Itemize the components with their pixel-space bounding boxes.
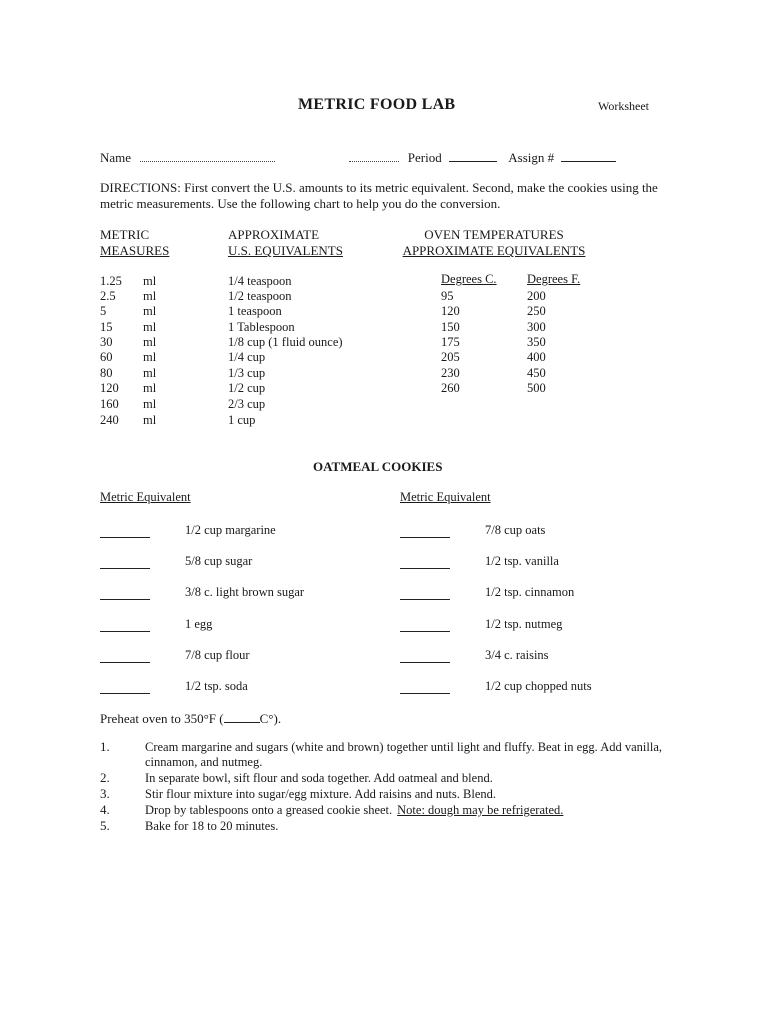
directions-text: DIRECTIONS: First convert the U.S. amounts to its metric equivalent. Second, make the cookies using the metric measurements. Use the following chart to help you do the conversion. bbox=[100, 180, 658, 211]
step-number: 5. bbox=[100, 818, 110, 833]
name-label: Name bbox=[100, 150, 132, 165]
degrees-f-header: Degrees F. bbox=[527, 272, 581, 286]
us-equivalent: 1/8 cup (1 fluid ounce) bbox=[228, 335, 343, 349]
step-number: 1. bbox=[100, 739, 110, 754]
preheat-line bbox=[100, 711, 281, 725]
assign-label: Assign # bbox=[508, 150, 555, 165]
us-equivalent: 1 cup bbox=[228, 413, 256, 427]
page-title: METRIC FOOD LAB bbox=[298, 96, 456, 113]
ingredient: 1/2 tsp. soda bbox=[185, 679, 248, 693]
right-metric-header: Metric Equivalent bbox=[400, 490, 491, 504]
step-text: Bake for 18 to 20 minutes. bbox=[145, 819, 279, 833]
metric-header bbox=[100, 227, 169, 259]
metric-value: 30 bbox=[100, 335, 113, 349]
metric-value: 80 bbox=[100, 366, 113, 380]
recipe-title: OATMEAL COOKIES bbox=[313, 459, 443, 474]
degrees-f-value: 200 bbox=[527, 289, 546, 303]
oven-header-line1: OVEN TEMPERATURES bbox=[424, 227, 564, 242]
metric-unit: ml bbox=[143, 413, 157, 427]
metric-unit: ml bbox=[143, 397, 157, 411]
step-number: 2. bbox=[100, 770, 110, 785]
name-line bbox=[100, 150, 616, 164]
metric-unit: ml bbox=[143, 350, 157, 364]
metric-answer-blank[interactable] bbox=[400, 651, 450, 663]
ingredient: 1/2 cup margarine bbox=[185, 523, 276, 537]
metric-row bbox=[100, 336, 343, 349]
oven-row bbox=[441, 305, 546, 318]
degrees-f-value: 250 bbox=[527, 304, 546, 319]
metric-value: 5 bbox=[100, 304, 107, 318]
left-metric-header: Metric Equivalent bbox=[100, 490, 191, 504]
metric-value: 2.5 bbox=[100, 289, 116, 303]
metric-row bbox=[100, 382, 265, 395]
us-equivalent: 2/3 cup bbox=[228, 397, 266, 411]
ingredient: 7/8 cup flour bbox=[185, 647, 250, 662]
ingredient: 1/2 tsp. nutmeg bbox=[485, 616, 563, 631]
metric-header-line2: MEASURES bbox=[100, 243, 170, 258]
metric-row bbox=[100, 414, 255, 427]
step-text-main: Drop by tablespoons onto a greased cookie sheet. bbox=[145, 803, 393, 817]
assign-field[interactable] bbox=[561, 150, 616, 162]
us-header bbox=[228, 227, 343, 259]
step-text: Cream margarine and sugars (white and brown) together until light and fluffy. Beat in egg. Add vanilla, cinnamon, and nutmeg. bbox=[145, 740, 662, 769]
metric-answer-blank[interactable] bbox=[400, 682, 450, 694]
metric-unit: ml bbox=[143, 289, 157, 303]
metric-value: 60 bbox=[100, 350, 113, 364]
degrees-f-value: 500 bbox=[527, 380, 546, 395]
metric-unit: ml bbox=[143, 335, 157, 349]
metric-value: 160 bbox=[100, 397, 119, 411]
preheat-unit: C°). bbox=[259, 711, 282, 726]
metric-unit: ml bbox=[143, 274, 157, 288]
us-equivalent: 1/4 cup bbox=[228, 350, 266, 364]
oven-header bbox=[400, 227, 588, 259]
name-field-extra[interactable] bbox=[349, 150, 399, 162]
metric-row bbox=[100, 290, 292, 303]
step-number: 3. bbox=[100, 786, 110, 801]
ingredient: 5/8 cup sugar bbox=[185, 554, 253, 569]
period-label: Period bbox=[407, 150, 442, 165]
metric-row bbox=[100, 398, 265, 411]
oven-row bbox=[441, 382, 546, 395]
metric-unit: ml bbox=[143, 304, 157, 318]
metric-value: 1.25 bbox=[100, 274, 122, 288]
worksheet-label: Worksheet bbox=[598, 99, 650, 113]
metric-value: 120 bbox=[100, 381, 119, 395]
ingredient: 1/2 cup chopped nuts bbox=[485, 679, 592, 693]
oven-row bbox=[441, 321, 546, 334]
degrees-c-value: 260 bbox=[441, 380, 460, 395]
preheat-text: Preheat oven to 350°F ( bbox=[100, 711, 224, 726]
ingredient: 1/2 tsp. cinnamon bbox=[485, 585, 575, 600]
metric-row bbox=[100, 351, 265, 364]
metric-row bbox=[100, 275, 292, 288]
oven-row bbox=[441, 290, 546, 303]
metric-row bbox=[100, 367, 265, 380]
metric-value: 15 bbox=[100, 320, 113, 334]
degrees-c-value: 95 bbox=[441, 289, 454, 303]
metric-answer-blank[interactable] bbox=[400, 620, 450, 632]
metric-answer-blank[interactable] bbox=[400, 588, 450, 600]
ingredient: 7/8 cup oats bbox=[485, 523, 546, 537]
oven-row bbox=[441, 351, 546, 364]
degrees-f-value: 300 bbox=[527, 319, 546, 334]
name-field[interactable] bbox=[140, 150, 275, 162]
metric-answer-blank[interactable] bbox=[100, 588, 150, 600]
ingredient: 1/2 tsp. vanilla bbox=[485, 554, 559, 569]
degrees-c-value: 175 bbox=[441, 334, 460, 349]
us-equivalent: 1 teaspoon bbox=[228, 304, 282, 318]
metric-row bbox=[100, 305, 282, 318]
degrees-c-value: 230 bbox=[441, 365, 460, 380]
us-equivalent: 1 Tablespoon bbox=[228, 320, 295, 334]
degrees-c-header: Degrees C. bbox=[441, 272, 497, 286]
oven-row bbox=[441, 336, 546, 349]
us-header-line1: APPROXIMATE bbox=[228, 227, 320, 242]
metric-answer-blank[interactable] bbox=[100, 620, 150, 632]
step-text: In separate bowl, sift flour and soda together. Add oatmeal and blend. bbox=[145, 771, 493, 785]
step-number: 4. bbox=[100, 802, 110, 817]
us-equivalent: 1/2 cup bbox=[228, 381, 266, 395]
us-header-line2: U.S. EQUIVALENTS bbox=[228, 243, 343, 258]
degrees-c-value: 205 bbox=[441, 350, 460, 365]
metric-unit: ml bbox=[143, 381, 157, 395]
ingredient: 1 egg bbox=[185, 616, 213, 631]
metric-answer-blank[interactable] bbox=[100, 682, 150, 694]
degrees-f-value: 400 bbox=[527, 350, 546, 365]
ingredient: 3/4 c. raisins bbox=[485, 647, 549, 662]
metric-value: 240 bbox=[100, 413, 119, 427]
metric-answer-blank[interactable] bbox=[400, 557, 450, 569]
degrees-f-value: 450 bbox=[527, 365, 546, 380]
refrigerate-note: Note: dough may be refrigerated. bbox=[397, 803, 564, 817]
metric-unit: ml bbox=[143, 366, 157, 380]
metric-answer-blank[interactable] bbox=[100, 526, 150, 538]
degrees-c-value: 120 bbox=[441, 304, 460, 319]
oven-header-line2: APPROXIMATE EQUIVALENTS bbox=[402, 243, 586, 258]
step-text bbox=[145, 803, 665, 818]
period-field[interactable] bbox=[449, 150, 497, 162]
degrees-f-value: 350 bbox=[527, 334, 546, 349]
step-text: Stir flour mixture into sugar/egg mixture. Add raisins and nuts. Blend. bbox=[145, 787, 497, 801]
us-equivalent: 1/3 cup bbox=[228, 366, 266, 380]
metric-row bbox=[100, 321, 295, 334]
oven-row bbox=[441, 367, 546, 380]
metric-answer-blank[interactable] bbox=[100, 557, 150, 569]
preheat-blank[interactable] bbox=[224, 711, 260, 723]
metric-answer-blank[interactable] bbox=[400, 526, 450, 538]
metric-answer-blank[interactable] bbox=[100, 651, 150, 663]
us-equivalent: 1/4 teaspoon bbox=[228, 274, 292, 288]
metric-header-line1: METRIC bbox=[100, 227, 150, 242]
degrees-c-value: 150 bbox=[441, 319, 460, 334]
metric-unit: ml bbox=[143, 320, 157, 334]
us-equivalent: 1/2 teaspoon bbox=[228, 289, 292, 303]
ingredient: 3/8 c. light brown sugar bbox=[185, 585, 305, 600]
